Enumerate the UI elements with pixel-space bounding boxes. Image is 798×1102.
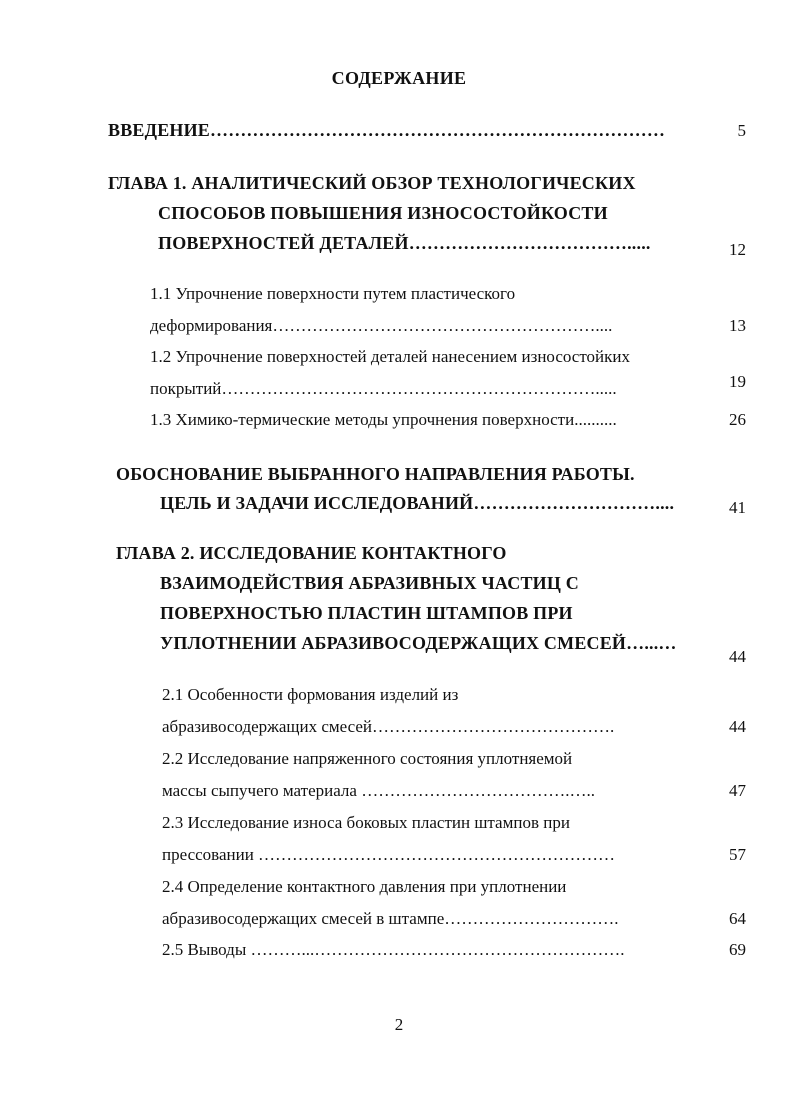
toc-page-1-3: 26 — [729, 410, 746, 429]
page-number: 2 — [394, 1015, 404, 1034]
toc-entry-1-2-line2: покрытий…………………………………………………………..... — [150, 379, 617, 398]
toc-page-2-2: 47 — [729, 781, 746, 800]
toc-entry-2-3-line1: 2.3 Исследование износа боковых пластин штампов при — [162, 813, 570, 832]
toc-page-2-4: 64 — [729, 909, 746, 928]
toc-page-2-1: 44 — [729, 717, 746, 736]
toc-entry-2-1-line1: 2.1 Особенности формования изделий из — [162, 685, 459, 704]
toc-entry-ch2-line1: ГЛАВА 2. ИССЛЕДОВАНИЕ КОНТАКТНОГО — [116, 543, 507, 563]
toc-entry-2-2-line2: массы сыпучего материала ……………………………….….. — [162, 781, 595, 800]
toc-entry-ch1-line1: ГЛАВА 1. АНАЛИТИЧЕСКИЙ ОБЗОР ТЕХНОЛОГИЧЕСКИХ — [108, 173, 636, 193]
page-title: СОДЕРЖАНИЕ — [331, 68, 467, 88]
toc-entry-ch1-line3: ПОВЕРХНОСТЕЙ ДЕТАЛЕЙ………………………………..... — [158, 233, 651, 253]
toc-entry-2-4-line2: абразивосодержащих смесей в штампе…………………………. — [162, 909, 619, 928]
toc-entry-2-5: 2.5 Выводы ………...………………………………………………. — [162, 940, 625, 959]
toc-entry-1-1-line2: деформирования………………………………………………….... — [150, 316, 613, 335]
toc-entry-ch2-line2: ВЗАИМОДЕЙСТВИЯ АБРАЗИВНЫХ ЧАСТИЦ С — [160, 573, 579, 593]
toc-entry-rationale-line2: ЦЕЛЬ И ЗАДАЧИ ИССЛЕДОВАНИЙ………………………….... — [160, 493, 675, 513]
toc-page-intro: 5 — [737, 121, 746, 140]
toc-entry-1-1-line1: 1.1 Упрочнение поверхности путем пластического — [150, 284, 516, 303]
toc-page-ch1: 12 — [729, 240, 746, 259]
toc-entry-2-2-line1: 2.2 Исследование напряженного состояния уплотняемой — [162, 749, 573, 768]
toc-entry-2-1-line2: абразивосодержащих смесей……………………………………. — [162, 717, 615, 736]
toc-entry-1-2-line1: 1.2 Упрочнение поверхностей деталей нанесением износостойких — [150, 347, 631, 366]
toc-entry-2-3-line2: прессовании ……………………………………………………… — [162, 845, 616, 864]
toc-page-rationale: 41 — [729, 498, 746, 517]
toc-page-2-3: 57 — [729, 845, 746, 864]
toc-page-1-2: 19 — [729, 372, 746, 391]
toc-entry-2-4-line1: 2.4 Определение контактного давления при уплотнении — [162, 877, 567, 896]
toc-page-1-1: 13 — [729, 316, 746, 335]
toc-entry-intro: ВВЕДЕНИЕ………………………………………………………………… — [108, 120, 666, 140]
toc-page-ch2: 44 — [729, 647, 746, 666]
toc-page-2-5: 69 — [729, 940, 746, 959]
toc-entry-ch1-line2: СПОСОБОВ ПОВЫШЕНИЯ ИЗНОСОСТОЙКОСТИ — [158, 203, 608, 223]
toc-entry-rationale-line1: ОБОСНОВАНИЕ ВЫБРАННОГО НАПРАВЛЕНИЯ РАБОТЫ. — [116, 464, 635, 484]
toc-entry-1-3: 1.3 Химико-термические методы упрочнения поверхности.......... — [150, 410, 617, 429]
toc-entry-ch2-line3: ПОВЕРХНОСТЬЮ ПЛАСТИН ШТАМПОВ ПРИ — [160, 603, 573, 623]
toc-entry-ch2-line4: УПЛОТНЕНИИ АБРАЗИВОСОДЕРЖАЩИХ СМЕСЕЙ…...… — [160, 633, 677, 653]
